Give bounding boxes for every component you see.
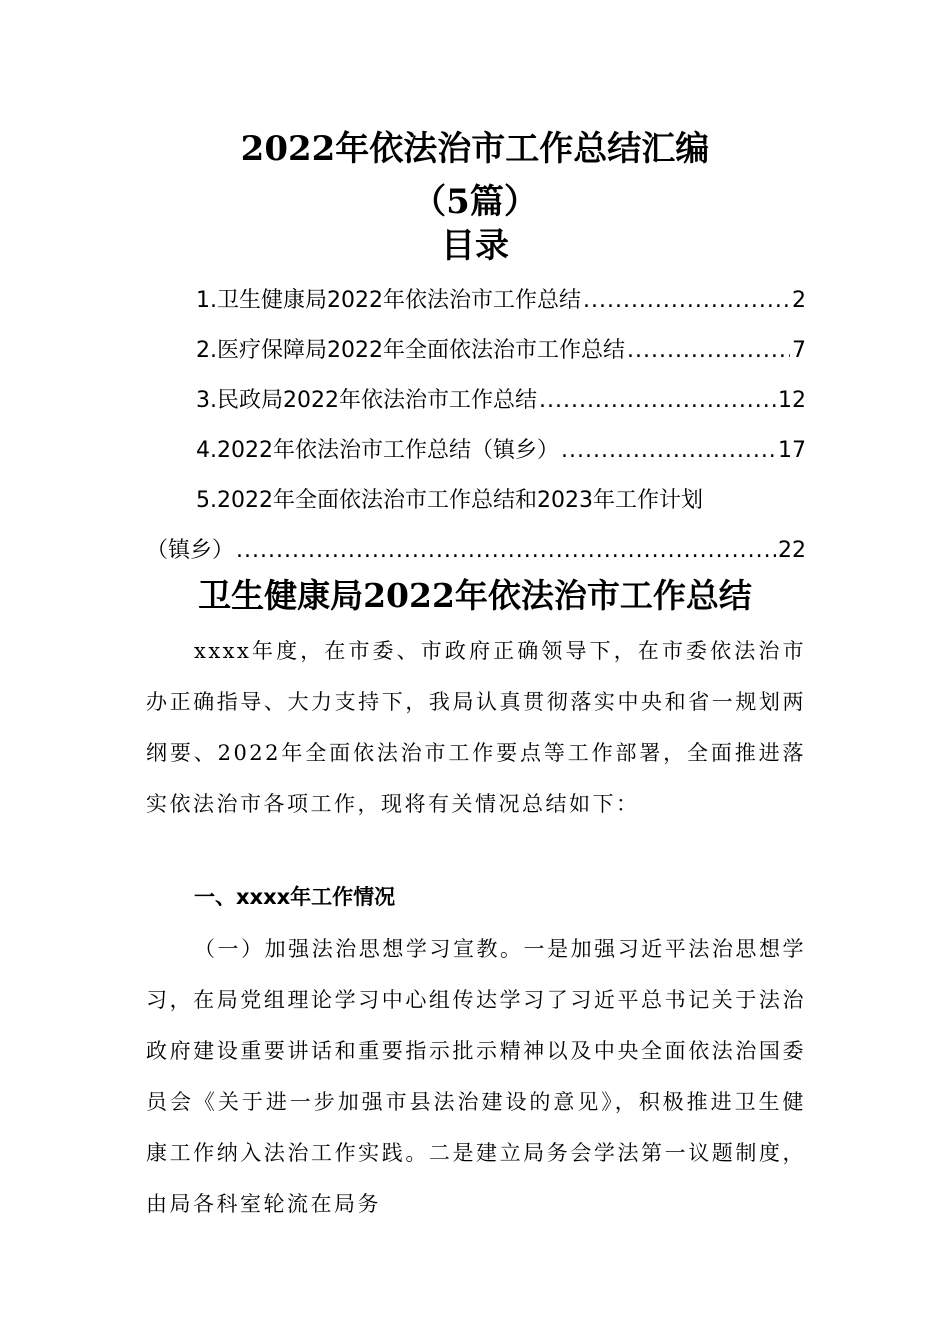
toc-entry-label-line1: 5.2022年全面依法治市工作总结和2023年工作计划 [196,488,703,513]
toc-entry-page: 2 [792,288,806,313]
toc-entry[interactable] [146,426,806,476]
body-paragraph: （一）加强法治思想学习宣教。一是加强习近平法治思想学习，在局党组理论学习中心组传达学习了习近平总书记关于法治政府建设重要讲话和重要指示批示精神以及中央全面依法治国委员会《关于进一步加强市县法治建设的意见》，积极推进卫生健康工作纳入法治工作实践。二是建立局务会学法第一议题制度，由局各科室轮流在局务 [146,937,806,1216]
toc-dot-leader [539,376,776,426]
toc-dot-leader [236,526,776,576]
toc-entry-label: 2.医疗保障局2022年全面依法治市工作总结 [196,338,625,363]
toc-entry[interactable] [146,276,806,326]
toc-entry-page: 22 [778,538,806,563]
toc-dot-leader [561,426,776,476]
document-title: 2022年依法治市工作总结汇编 [240,129,710,169]
toc-entry-label: 4.2022年依法治市工作总结（镇乡） [196,438,559,463]
document-subtitle-count: （5篇） [412,182,538,222]
toc-heading: 目录 [441,226,509,266]
toc-entry-continuation [146,526,806,576]
toc-entry[interactable] [146,376,806,426]
toc-dot-leader [627,326,790,376]
toc-entry-label-line2: （镇乡） [146,538,235,563]
section-heading: 一、xxxx年工作情况 [194,885,396,909]
toc-entry-label: 1.卫生健康局2022年依法治市工作总结 [196,288,581,313]
toc-entry[interactable] [146,326,806,376]
toc-entry-page: 17 [778,438,806,463]
toc-entry-page: 7 [792,338,806,363]
toc-entry-page: 12 [778,388,806,413]
toc-entry-multiline[interactable] [146,476,806,576]
table-of-contents [146,276,806,576]
toc-dot-leader [583,276,790,326]
article-title: 卫生健康局2022年依法治市工作总结 [198,576,752,615]
intro-paragraph: xxxx年度，在市委、市政府正确领导下，在市委依法治市办正确指导、大力支持下，我局认真贯彻落实中央和省一规划两纲要、2022年全面依法治市工作要点等工作部署，全面推进落实依法治市各项工作，现将有关情况总结如下： [146,639,806,816]
toc-entry-label: 3.民政局2022年依法治市工作总结 [196,388,537,413]
